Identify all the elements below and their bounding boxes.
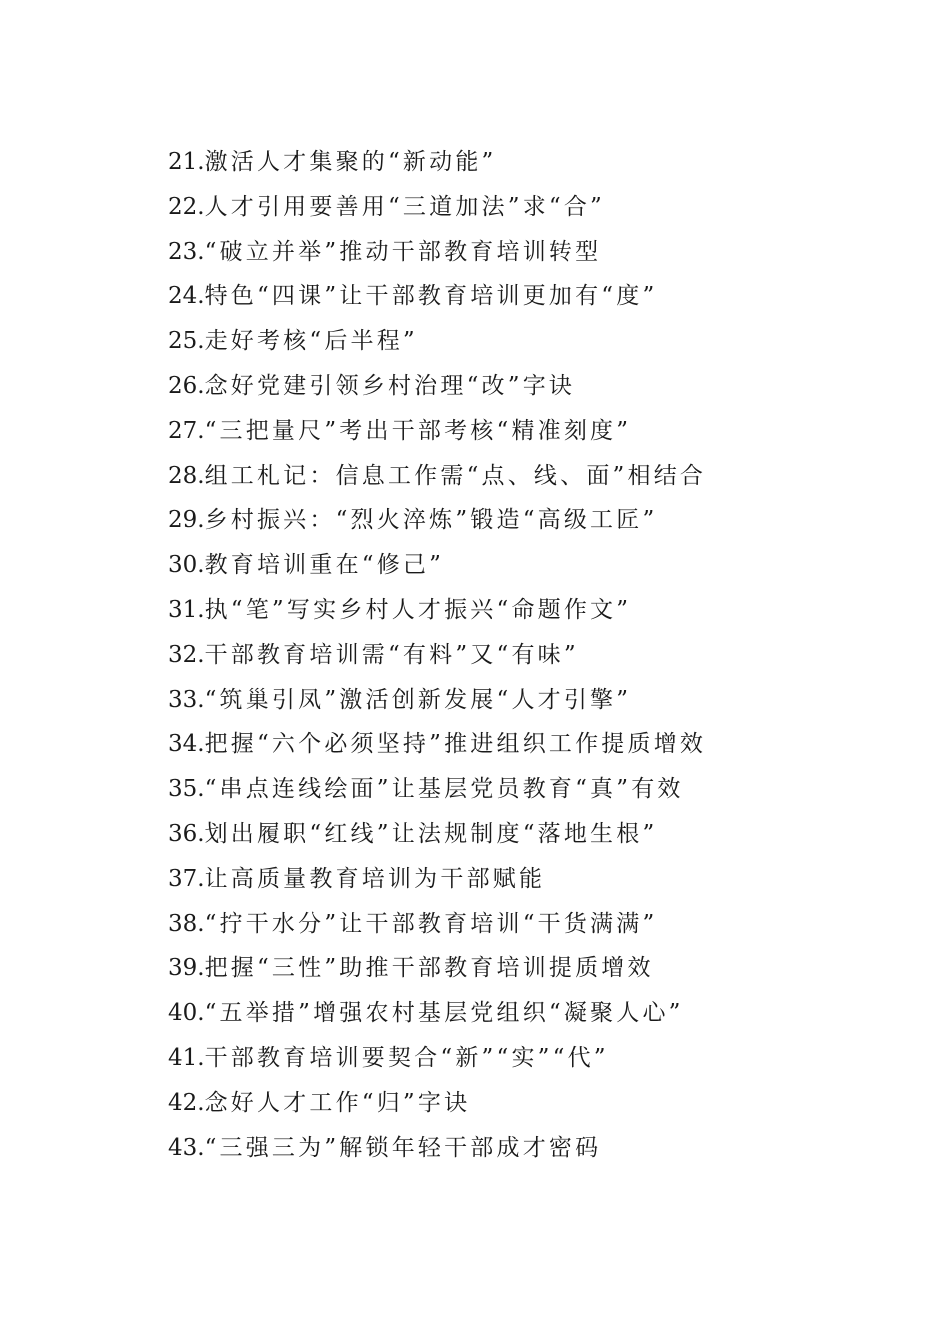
item-number: 21.: [168, 149, 205, 175]
item-number: 24.: [168, 283, 205, 310]
item-text: 组工札记：信息工作需“点、线、面”相结合: [204, 462, 707, 489]
item-text: 特色“四课”让干部教育培训更加有“度”: [204, 283, 658, 310]
item-number: 23.: [168, 238, 205, 265]
item-text: 乡村振兴：“烈火淬炼”锻造“高级工匠”: [204, 507, 658, 534]
item-number: 29.: [168, 507, 205, 534]
item-number: 39.: [168, 955, 205, 982]
item-text: 干部教育培训要契合“新”“实”“代”: [204, 1044, 609, 1071]
list-item: [168, 857, 888, 902]
item-text: 把握“六个必须坚持”推进组织工作提质增效: [204, 731, 707, 758]
item-text: 激活人才集聚的“新动能”: [204, 149, 497, 175]
item-text: 执“笔”写实乡村人才振兴“命题作文”: [204, 596, 632, 623]
list-item: [168, 364, 888, 409]
list-item: [168, 498, 888, 543]
item-number: 36.: [168, 820, 205, 847]
list-item: [168, 409, 888, 454]
list-item: [168, 543, 888, 588]
item-text: 人才引用要善用“三道加法”求“合”: [204, 193, 606, 220]
item-number: 35.: [168, 776, 205, 803]
item-number: 25.: [168, 328, 205, 355]
item-number: 42.: [168, 1089, 205, 1116]
item-text: 把握“三性”助推干部教育培训提质增效: [204, 955, 654, 982]
list-item: [168, 140, 888, 185]
item-text: 干部教育培训需“有料”又“有味”: [204, 641, 579, 668]
list-item: [168, 274, 888, 319]
list-item: [168, 633, 888, 678]
item-text: 念好人才工作“归”字诀: [204, 1089, 471, 1116]
item-text: 念好党建引领乡村治理“改”字诀: [204, 372, 576, 399]
title-list: [168, 140, 888, 1170]
item-number: 28.: [168, 462, 205, 489]
item-number: 27.: [168, 417, 205, 444]
item-text: “破立并举”推动干部教育培训转型: [204, 238, 602, 265]
item-number: 33.: [168, 686, 205, 713]
item-text: “筑巢引凤”激活创新发展“人才引擎”: [204, 686, 632, 713]
list-item: [168, 185, 888, 230]
item-number: 22.: [168, 193, 205, 220]
list-item: [168, 1126, 888, 1171]
item-number: 31.: [168, 596, 205, 623]
list-item: [168, 1036, 888, 1081]
list-item: [168, 722, 888, 767]
item-number: 30.: [168, 552, 205, 579]
list-item: [168, 454, 888, 499]
item-text: 教育培训重在“修己”: [204, 552, 445, 579]
item-number: 26.: [168, 372, 205, 399]
list-item: [168, 902, 888, 947]
item-number: 41.: [168, 1044, 205, 1071]
list-item: [168, 946, 888, 991]
list-item: [168, 767, 888, 812]
list-item: [168, 991, 888, 1036]
list-item: [168, 678, 888, 723]
item-number: 38.: [168, 910, 205, 937]
item-number: 40.: [168, 1000, 205, 1027]
item-text: “三强三为”解锁年轻干部成才密码: [204, 1134, 602, 1161]
list-item: [168, 812, 888, 857]
list-item: [168, 319, 888, 364]
item-text: 划出履职“红线”让法规制度“落地生根”: [204, 820, 658, 847]
list-item: [168, 230, 888, 275]
item-text: 让高质量教育培训为干部赋能: [204, 865, 546, 892]
list-item: [168, 588, 888, 633]
item-text: “五举措”增强农村基层党组织“凝聚人心”: [204, 1000, 684, 1027]
list-item: [168, 1081, 888, 1126]
item-number: 32.: [168, 641, 205, 668]
item-text: “拧干水分”让干部教育培训“干货满满”: [204, 910, 658, 937]
item-text: “三把量尺”考出干部考核“精准刻度”: [204, 417, 632, 444]
item-text: “串点连线绘面”让基层党员教育“真”有效: [204, 776, 684, 803]
item-number: 34.: [168, 731, 205, 758]
item-text: 走好考核“后半程”: [204, 328, 418, 355]
item-number: 37.: [168, 865, 205, 892]
item-number: 43.: [168, 1134, 205, 1161]
